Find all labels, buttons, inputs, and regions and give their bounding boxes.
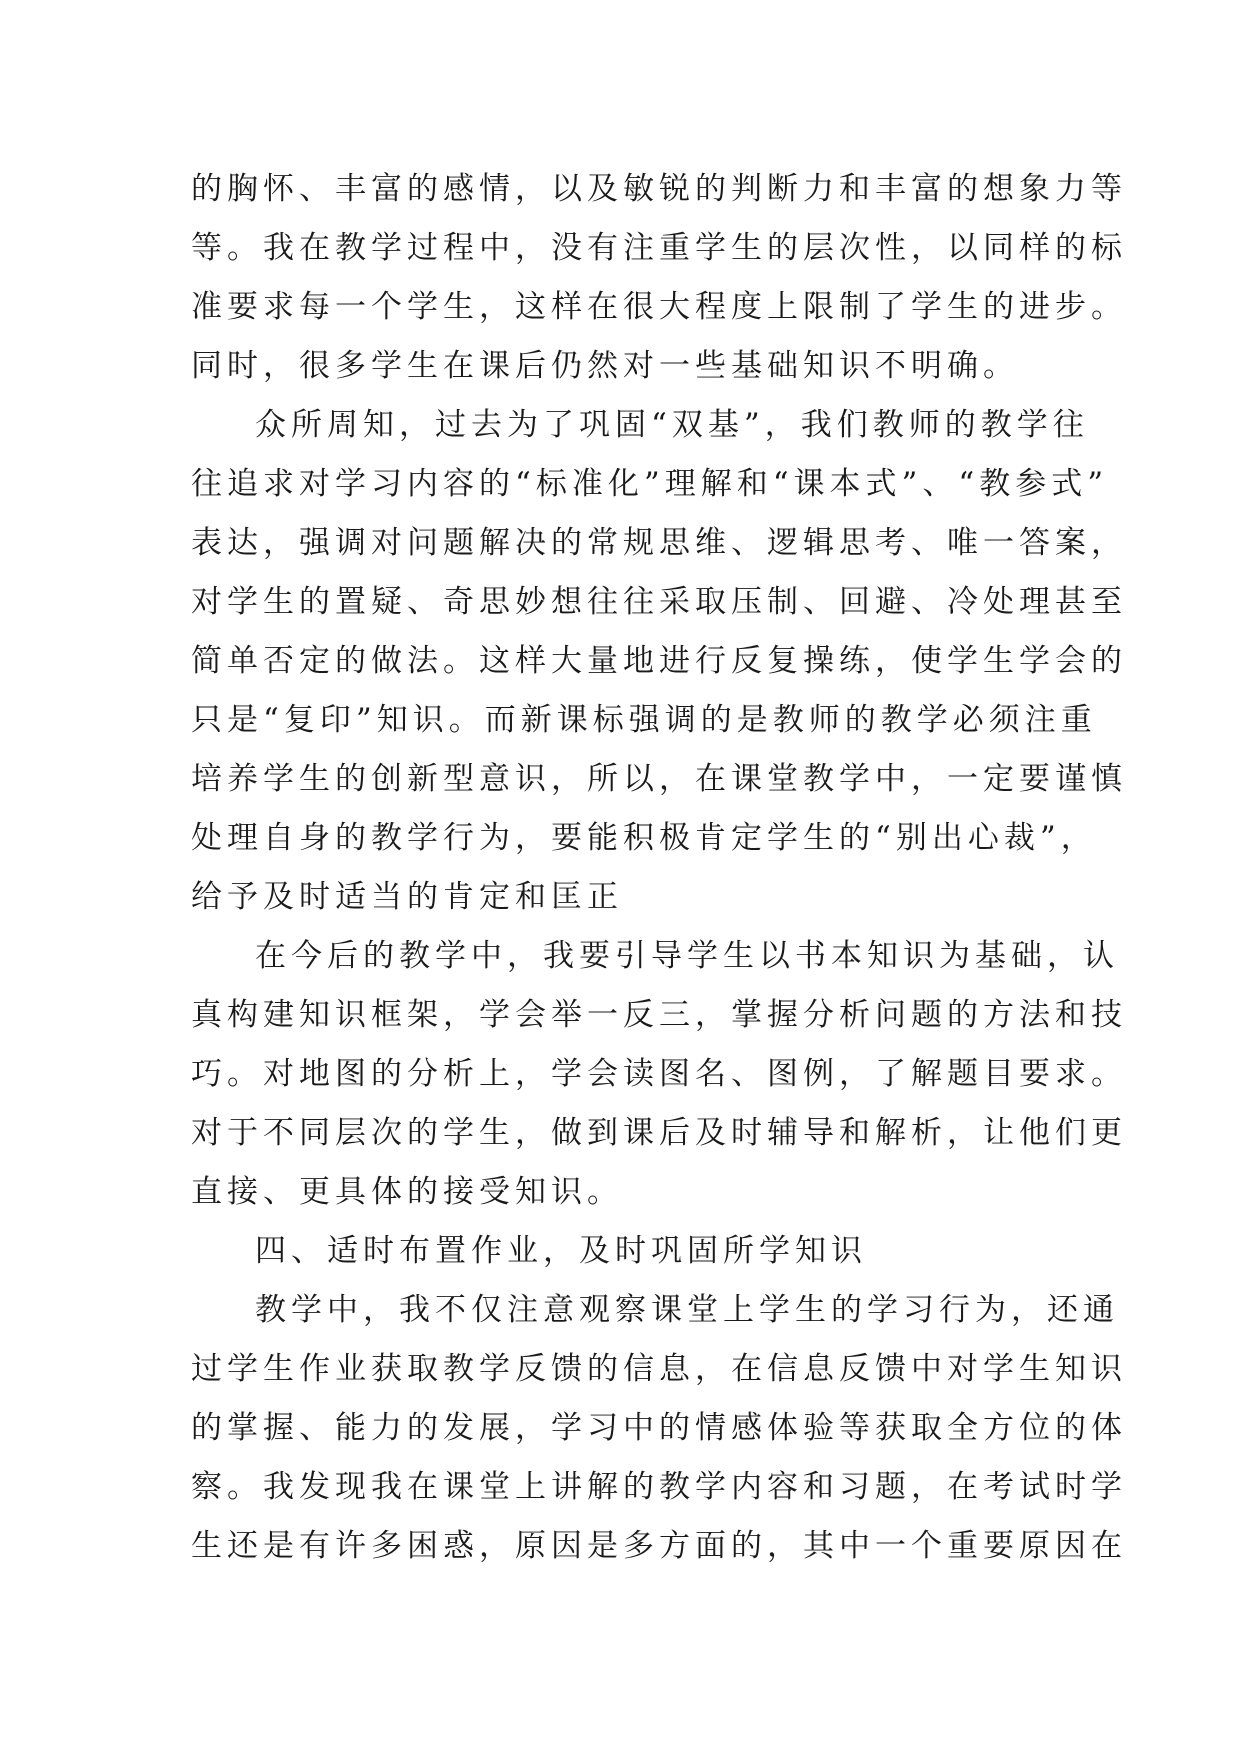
text-line: 简单否定的做法。这样大量地进行反复操练，使学生学会的: [191, 643, 1127, 679]
text-line: 处理自身的教学行为，要能积极肯定学生的“别出心裁”，: [191, 820, 1097, 856]
text-line: 巧。对地图的分析上，学会读图名、图例，了解题目要求。: [191, 1056, 1127, 1092]
text-line: 教学中，我不仅注意观察课堂上学生的学习行为，还通: [255, 1292, 1119, 1328]
text-line: 的掌握、能力的发展，学习中的情感体验等获取全方位的体: [191, 1410, 1127, 1446]
text-line: 培养学生的创新型意识，所以，在课堂教学中，一定要谨慎: [191, 761, 1127, 797]
text-line: 众所周知，过去为了巩固“双基”，我们教师的教学往: [255, 407, 1089, 443]
text-line: 的胸怀、丰富的感情，以及敏锐的判断力和丰富的想象力等: [191, 171, 1127, 207]
text-line: 察。我发现我在课堂上讲解的教学内容和习题，在考试时学: [191, 1469, 1127, 1505]
text-line: 只是“复印”知识。而新课标强调的是教师的教学必须注重: [191, 702, 1097, 738]
text-line: 往追求对学习内容的“标准化”理解和“课本式”、“教参式”: [191, 466, 1109, 502]
text-line: 四、适时布置作业，及时巩固所学知识: [255, 1233, 867, 1269]
text-line: 真构建知识框架，学会举一反三，掌握分析问题的方法和技: [191, 997, 1127, 1033]
text-line: 同时，很多学生在课后仍然对一些基础知识不明确。: [191, 348, 1019, 384]
text-line: 生还是有许多困惑，原因是多方面的，其中一个重要原因在: [191, 1528, 1127, 1564]
text-line: 给予及时适当的肯定和匡正: [191, 879, 623, 915]
text-line: 在今后的教学中，我要引导学生以书本知识为基础，认: [255, 938, 1119, 974]
text-line: 等。我在教学过程中，没有注重学生的层次性，以同样的标: [191, 230, 1127, 266]
text-line: 准要求每一个学生，这样在很大程度上限制了学生的进步。: [191, 289, 1127, 325]
text-line: 对学生的置疑、奇思妙想往往采取压制、回避、冷处理甚至: [191, 584, 1127, 620]
text-line: 过学生作业获取教学反馈的信息，在信息反馈中对学生知识: [191, 1351, 1127, 1387]
text-line: 对于不同层次的学生，做到课后及时辅导和解析，让他们更: [191, 1115, 1127, 1151]
document-body: [191, 160, 1127, 1576]
text-line: 表达，强调对问题解决的常规思维、逻辑思考、唯一答案，: [191, 525, 1127, 561]
text-line: 直接、更具体的接受知识。: [191, 1174, 623, 1210]
